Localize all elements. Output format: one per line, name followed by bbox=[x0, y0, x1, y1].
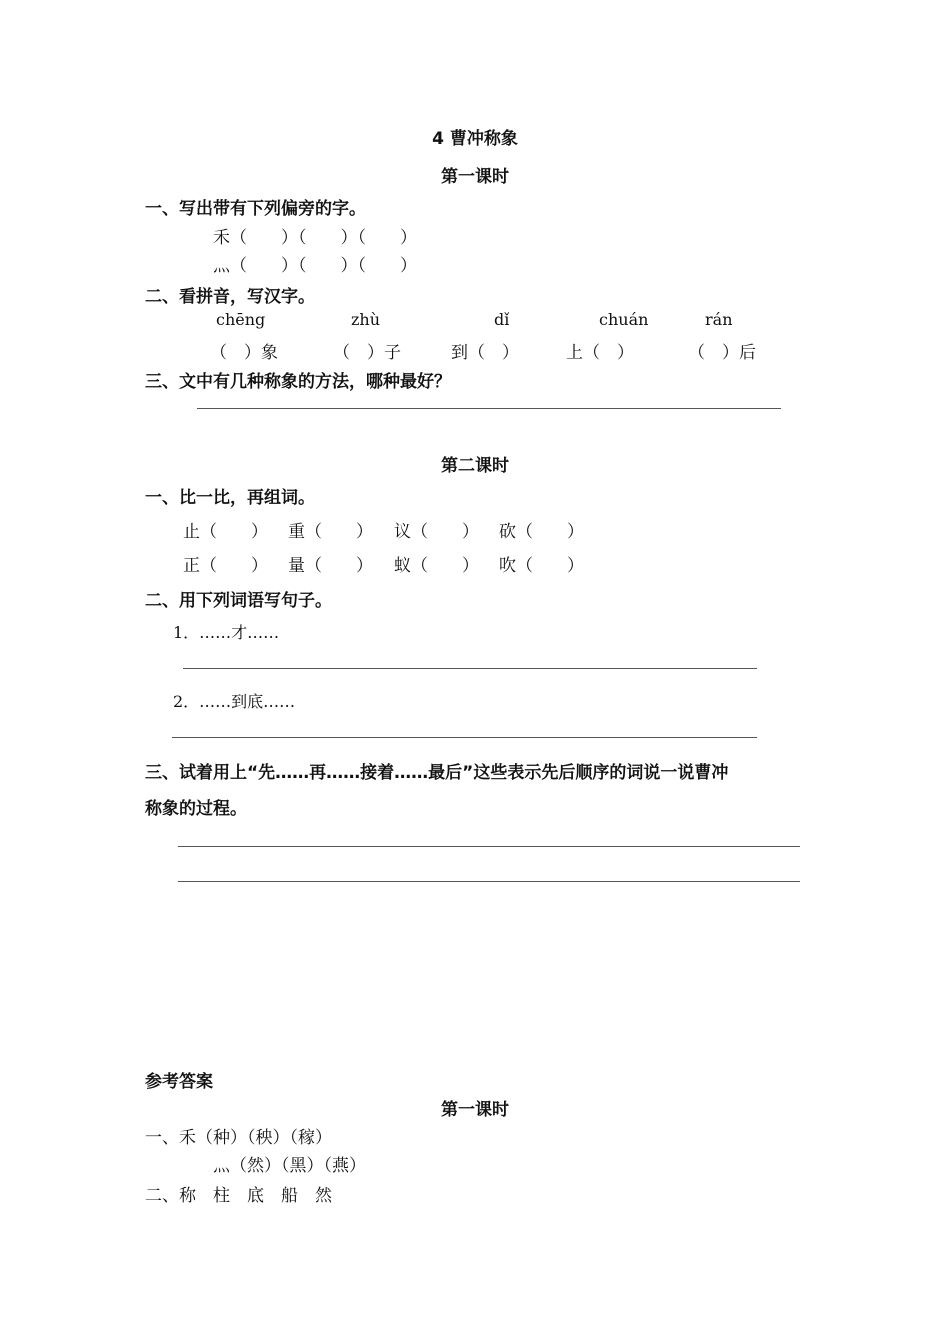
lesson2-heading: 第二课时 bbox=[441, 456, 509, 476]
hanzi-blank-3[interactable]: 到（ ） bbox=[451, 343, 519, 363]
radical-he: 禾 bbox=[213, 228, 230, 248]
lesson1-heading: 第一课时 bbox=[441, 167, 509, 187]
answer-line[interactable] bbox=[183, 668, 757, 669]
answer-line[interactable] bbox=[178, 846, 800, 847]
radical-huo: 灬 bbox=[213, 256, 230, 276]
answer-line[interactable] bbox=[178, 881, 800, 882]
sentence-item-2: 2．……到底…… bbox=[173, 692, 296, 711]
answer-line[interactable] bbox=[197, 408, 781, 409]
lesson1-q1-prompt: 一、写出带有下列偏旁的字。 bbox=[145, 199, 366, 219]
answers-heading: 第一课时 bbox=[441, 1100, 509, 1120]
compare-word-5[interactable]: 正（ ） bbox=[183, 556, 268, 576]
lesson2-q1-prompt: 一、比一比，再组词。 bbox=[145, 488, 315, 508]
hanzi-blank-5[interactable]: （ ）后 bbox=[688, 343, 756, 363]
pinyin-2: zhù bbox=[351, 310, 381, 329]
lesson1-q1-row-he bbox=[213, 223, 417, 248]
answers-line-1: 一、禾（种）（秧）（稼） bbox=[145, 1128, 332, 1148]
hanzi-blank-1[interactable]: （ ）象 bbox=[210, 343, 278, 363]
compare-word-4[interactable]: 砍（ ） bbox=[499, 522, 584, 542]
compare-word-1[interactable]: 止（ ） bbox=[183, 522, 268, 542]
lesson1-q3-prompt: 三、文中有几种称象的方法，哪种最好？ bbox=[145, 372, 451, 392]
pinyin-5: rán bbox=[705, 310, 733, 329]
compare-word-7[interactable]: 蚁（ ） bbox=[394, 556, 479, 576]
compare-word-2[interactable]: 重（ ） bbox=[288, 522, 373, 542]
pinyin-3: dǐ bbox=[494, 310, 510, 329]
pinyin-1: chēng bbox=[216, 310, 266, 329]
answer-line[interactable] bbox=[172, 737, 757, 738]
answers-label: 参考答案 bbox=[145, 1072, 213, 1092]
lesson1-q2-prompt: 二、看拼音，写汉字。 bbox=[145, 287, 315, 307]
answers-line-2: 灬（然）（黑）（燕） bbox=[213, 1156, 366, 1176]
answers-line-3: 二、称 柱 底 船 然 bbox=[145, 1186, 332, 1206]
compare-word-6[interactable]: 量（ ） bbox=[288, 556, 373, 576]
hanzi-blank-4[interactable]: 上（ ） bbox=[566, 343, 634, 363]
page-title: 4 曹冲称象 bbox=[432, 129, 518, 149]
lesson2-q3-prompt-line2: 称象的过程。 bbox=[145, 799, 247, 819]
lesson1-q1-row-huo bbox=[213, 251, 417, 276]
pinyin-4: chuán bbox=[599, 310, 649, 329]
sentence-item-1: 1．……才…… bbox=[173, 623, 280, 642]
answer-blanks[interactable]: （ ）（ ）（ ） bbox=[230, 228, 417, 248]
hanzi-blank-2[interactable]: （ ）子 bbox=[333, 343, 401, 363]
lesson2-q2-prompt: 二、用下列词语写句子。 bbox=[145, 591, 332, 611]
compare-word-3[interactable]: 议（ ） bbox=[394, 522, 479, 542]
lesson2-q3-prompt-line1: 三、试着用上“先……再……接着……最后”这些表示先后顺序的词说一说曹冲 bbox=[145, 763, 729, 783]
compare-word-8[interactable]: 吹（ ） bbox=[499, 556, 584, 576]
answer-blanks[interactable]: （ ）（ ）（ ） bbox=[230, 256, 417, 276]
